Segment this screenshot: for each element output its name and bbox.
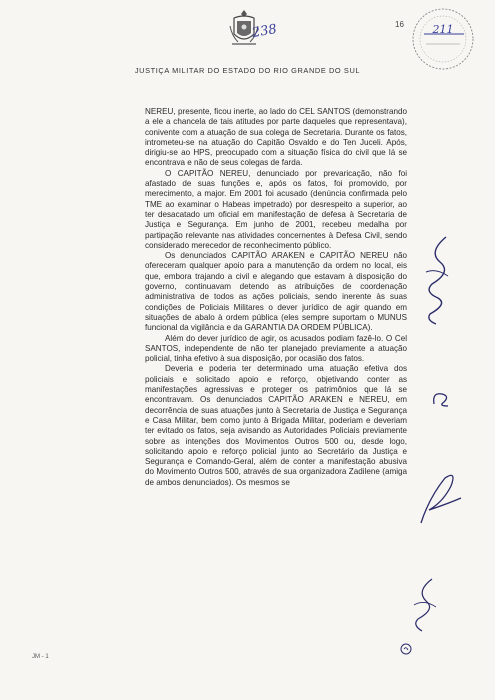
paragraph: Deveria e poderia ter determinado uma atuação efetiva dos policiais e solicitado apoio e reforço, objetivando conter as manifestações agressivas e proteger os patrimônios que lá se encontravam. Os denunciados CAPITÃO ARAKEN e NEREU, em decorrência de suas atuações junto à Secretaria de Justiça e Segurança e Casa Militar, bem como junto à Brigada Militar, poderiam e deveriam ter evitado os fatos, seja avisando as Autoridades Policiais previamente sobre as intenções dos Movimentos Outros 500 ou, desde logo, solicitando apoio e reforço policial junto ao Secretário da Justiça e Segurança e Comando-Geral, além de conter a manifestação abusiva do Movimento Outros 500, através de sua organizadora Zadilene (amiga de ambos denunciados). Os mesmos se — [145, 364, 407, 487]
form-code: JM - 1 — [32, 654, 49, 660]
page-number: 16 — [395, 20, 404, 29]
handwritten-signature — [408, 575, 442, 635]
paragraph: Além do dever jurídico de agir, os acusados podiam fazê-lo. O Cel SANTOS, independente de não ter planejado previamente a atuação policial, tinha efetivo à sua disposição, por ocasião dos fatos. — [145, 333, 407, 364]
handwritten-signature — [418, 232, 458, 327]
handwritten-mark — [398, 641, 414, 657]
paragraph: O CAPITÃO NEREU, denunciado por prevaricação, não foi afastado de suas funções e, após os fatos, foi promovido, por merecimento, a major. Em 2001 foi acusado (denúncia confirmada pelo TME ao examinar o Habeas impetrado) por desrespeito a superior, ao ter desacatado um oficial em manifestação de defesa à Secretaria de Justiça e Segurança. Em junho de 2001, recebeu medalha por partipação relevante nas atividades concernentes à Defesa Civil, sendo considerado merecedor de reconhecimento público. — [145, 168, 407, 250]
handwritten-initials — [430, 388, 454, 410]
paragraph-continuation: NEREU, presente, ficou inerte, ao lado do CEL SANTOS (demonstrando a ele a chancela de tais atitudes por parte daqueles que representava), conivente com a atuação de sua colega de Secretaria. Durante os fatos, intrometeu-se na atuação do Capitão Osvaldo e do Ten Juceli. Após, dirigiu-se ao HPS, preocupado com a situação física do civil que lá se encontrava e não de seus colegas de farda. — [145, 107, 407, 168]
stamp-sheet-number: 211 — [432, 23, 454, 36]
court-header-title: JUSTIÇA MILITAR DO ESTADO DO RIO GRANDE DO SUL — [134, 66, 361, 75]
document-body — [145, 107, 407, 488]
handwritten-sheet-number: 238 — [250, 21, 278, 42]
paragraph: Os denunciados CAPITÃO ARAKEN e CAPITÃO NEREU não ofereceram qualquer apoio para a manutenção da ordem no local, eis que, embora trajando a civil e alegando que estavam à disposição do governo, continuavam detendo as atribuições de coordenação administrativa de todos as ações policiais, sendo inerente às suas condições de Policiais Militares o dever jurídico de agir quando em situações de abalo à ordem pública (eles sempre suportam o MUNUS funcional da vigilância e da GARANTIA DA ORDEM PÚBLICA). — [145, 251, 407, 333]
court-stamp — [408, 4, 478, 74]
handwritten-signature — [415, 468, 465, 530]
